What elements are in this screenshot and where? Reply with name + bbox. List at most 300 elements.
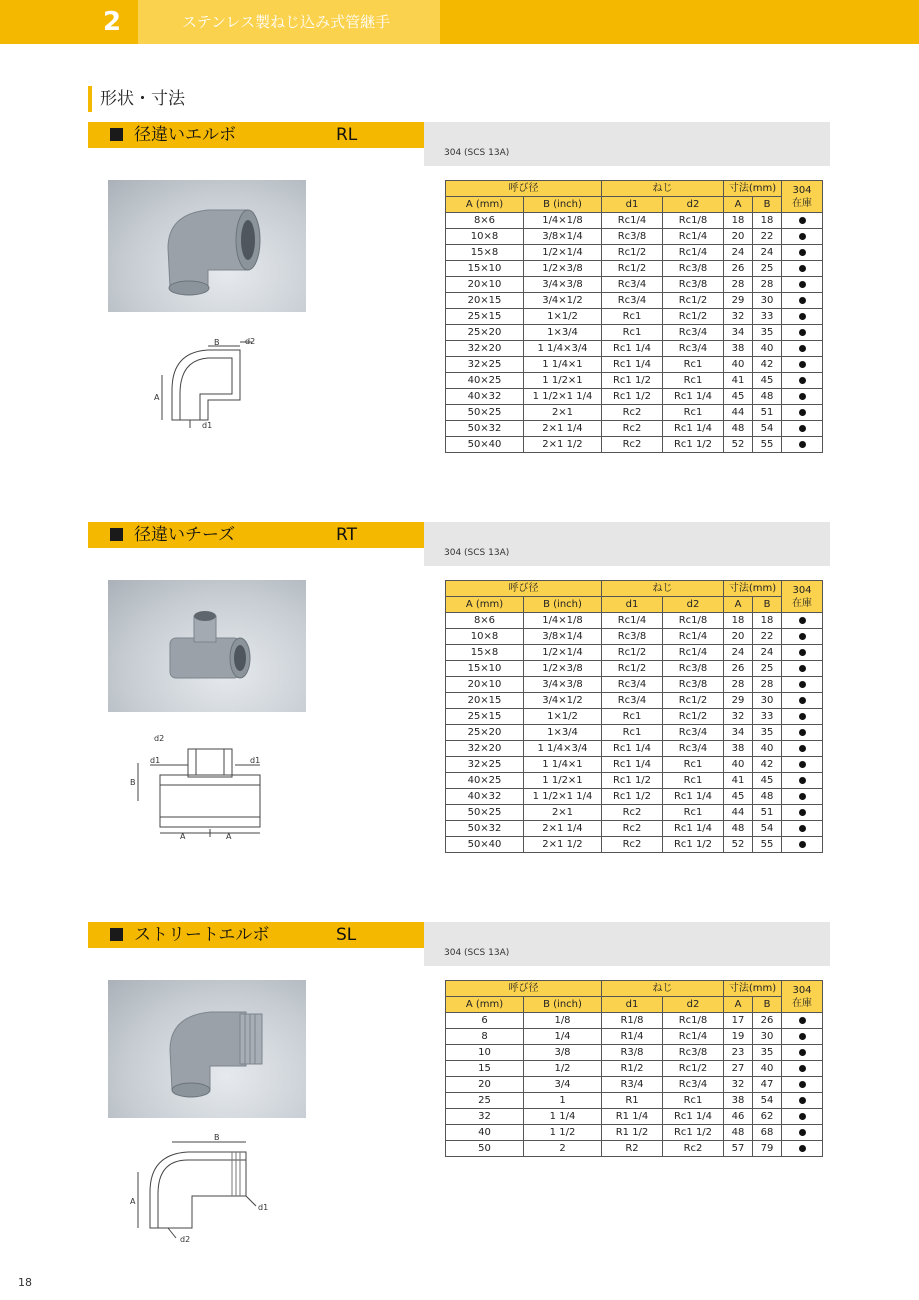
cell-a-mm: 15×8 [446, 245, 524, 261]
header-stock: 304 在庫 [782, 981, 823, 1013]
cell-d1: Rc3/8 [602, 629, 663, 645]
cell-dim-b: 26 [753, 1013, 782, 1029]
cell-dim-b: 24 [753, 645, 782, 661]
cell-d2: Rc3/8 [663, 1045, 724, 1061]
cell-a-mm: 6 [446, 1013, 524, 1029]
header-thread: ねじ [602, 581, 724, 597]
cell-d1: Rc1 1/2 [602, 373, 663, 389]
cell-d1: Rc2 [602, 837, 663, 853]
stock-dot-icon [799, 281, 806, 288]
stock-dot-icon [799, 793, 806, 800]
product-photo-rl [108, 180, 306, 312]
header-size: 呼び径 [446, 181, 602, 197]
cell-d2: Rc3/8 [663, 661, 724, 677]
cell-b-inch: 2×1 1/2 [524, 837, 602, 853]
cell-d2: Rc1 1/4 [663, 1109, 724, 1125]
material-note: 304 (SCS 13A) [444, 548, 510, 558]
cell-d1: R2 [602, 1141, 663, 1157]
cell-dim-b: 55 [753, 837, 782, 853]
cell-stock [782, 245, 823, 261]
page-number: 18 [18, 1276, 32, 1289]
stock-dot-icon [799, 649, 806, 656]
section-title: 形状・寸法 [88, 86, 185, 112]
cell-dim-a: 17 [724, 1013, 753, 1029]
cell-stock [782, 373, 823, 389]
cell-d2: Rc2 [663, 1141, 724, 1157]
cell-a-mm: 50×32 [446, 421, 524, 437]
stock-dot-icon [799, 1097, 806, 1104]
stock-dot-icon [799, 409, 806, 416]
cell-dim-b: 62 [753, 1109, 782, 1125]
cell-d1: Rc2 [602, 821, 663, 837]
cell-dim-b: 40 [753, 741, 782, 757]
cell-stock [782, 741, 823, 757]
stock-dot-icon [799, 1129, 806, 1136]
cell-d1: Rc1 1/4 [602, 341, 663, 357]
stock-dot-icon [799, 1065, 806, 1072]
cell-dim-b: 45 [753, 773, 782, 789]
table-row [446, 213, 823, 229]
cell-stock [782, 1013, 823, 1029]
cell-stock [782, 837, 823, 853]
header-dim-b: B [753, 197, 782, 213]
cell-a-mm: 50×32 [446, 821, 524, 837]
cell-a-mm: 32 [446, 1109, 524, 1125]
cell-b-inch: 3/4×1/2 [524, 693, 602, 709]
stock-dot-icon [799, 377, 806, 384]
header-b-inch: B (inch) [524, 197, 602, 213]
header-a-mm: A (mm) [446, 197, 524, 213]
stock-dot-icon [799, 313, 806, 320]
cell-b-inch: 1/4×1/8 [524, 213, 602, 229]
cell-d2: Rc1/4 [663, 629, 724, 645]
cell-d1: Rc1/2 [602, 261, 663, 277]
table-row [446, 725, 823, 741]
stock-dot-icon [799, 393, 806, 400]
cell-dim-a: 52 [724, 437, 753, 453]
cell-b-inch: 1 1/2×1 1/4 [524, 389, 602, 405]
header-dimensions: 寸法(mm) [724, 981, 782, 997]
cell-dim-a: 23 [724, 1045, 753, 1061]
cell-d2: Rc1/8 [663, 1013, 724, 1029]
stock-dot-icon [799, 1113, 806, 1120]
cell-d1: Rc1 [602, 725, 663, 741]
cell-dim-b: 48 [753, 789, 782, 805]
cell-d1: Rc1/4 [602, 613, 663, 629]
cell-dim-a: 20 [724, 229, 753, 245]
spec-table-rt [445, 580, 823, 853]
cell-a-mm: 25×20 [446, 725, 524, 741]
cell-a-mm: 8×6 [446, 213, 524, 229]
stock-dot-icon [799, 825, 806, 832]
cell-stock [782, 693, 823, 709]
cell-stock [782, 405, 823, 421]
stock-dot-icon [799, 633, 806, 640]
cell-dim-a: 48 [724, 1125, 753, 1141]
cell-a-mm: 15×10 [446, 261, 524, 277]
cell-stock [782, 357, 823, 373]
cell-dim-b: 22 [753, 229, 782, 245]
cell-stock [782, 1141, 823, 1157]
cell-dim-a: 45 [724, 789, 753, 805]
cell-dim-a: 34 [724, 325, 753, 341]
cell-dim-a: 45 [724, 389, 753, 405]
cell-b-inch: 2 [524, 1141, 602, 1157]
cell-a-mm: 40×32 [446, 789, 524, 805]
cell-d1: Rc1 1/4 [602, 741, 663, 757]
cell-dim-a: 46 [724, 1109, 753, 1125]
cell-dim-b: 54 [753, 821, 782, 837]
product-photo-rt [108, 580, 306, 712]
cell-stock [782, 1045, 823, 1061]
table-row [446, 1013, 823, 1029]
cell-d2: Rc1 1/2 [663, 837, 724, 853]
dim-label-d1: d1 [258, 1203, 269, 1212]
cell-dim-a: 24 [724, 645, 753, 661]
table-row [446, 1029, 823, 1045]
cell-a-mm: 20×15 [446, 293, 524, 309]
cell-a-mm: 20×10 [446, 277, 524, 293]
table-row [446, 293, 823, 309]
cell-a-mm: 50 [446, 1141, 524, 1157]
cell-b-inch: 1 1/4×3/4 [524, 741, 602, 757]
dim-label-b: B [214, 1133, 220, 1142]
cell-stock [782, 805, 823, 821]
cell-d2: Rc1 [663, 805, 724, 821]
cell-d2: Rc1/2 [663, 293, 724, 309]
table-row [446, 629, 823, 645]
header-thread: ねじ [602, 181, 724, 197]
cell-dim-a: 26 [724, 261, 753, 277]
table-row [446, 1061, 823, 1077]
dim-label-d2: d2 [154, 734, 165, 743]
cell-d2: Rc1/4 [663, 229, 724, 245]
chapter-number: 2 [88, 0, 136, 44]
cell-dim-b: 35 [753, 325, 782, 341]
cell-dim-a: 38 [724, 1093, 753, 1109]
cell-dim-b: 51 [753, 805, 782, 821]
cell-dim-a: 40 [724, 357, 753, 373]
stock-dot-icon [799, 777, 806, 784]
cell-d2: Rc1/2 [663, 693, 724, 709]
cell-d1: R1/2 [602, 1061, 663, 1077]
cell-b-inch: 2×1 [524, 405, 602, 421]
cell-d2: Rc1 1/2 [663, 437, 724, 453]
cell-dim-b: 54 [753, 421, 782, 437]
table-row [446, 1141, 823, 1157]
cell-d1: R1/8 [602, 1013, 663, 1029]
cell-dim-b: 47 [753, 1077, 782, 1093]
cell-a-mm: 20×10 [446, 677, 524, 693]
cell-a-mm: 40×25 [446, 373, 524, 389]
table-row [446, 709, 823, 725]
cell-d1: Rc3/8 [602, 229, 663, 245]
stock-dot-icon [799, 617, 806, 624]
cell-b-inch: 1×3/4 [524, 725, 602, 741]
dim-label-a: A [154, 393, 160, 402]
cell-d2: Rc1/2 [663, 709, 724, 725]
cell-b-inch: 1/2 [524, 1061, 602, 1077]
cell-d1: Rc1 1/4 [602, 357, 663, 373]
table-row [446, 421, 823, 437]
table-row [446, 1077, 823, 1093]
cell-a-mm: 8 [446, 1029, 524, 1045]
table-row [446, 613, 823, 629]
cell-stock [782, 629, 823, 645]
table-row [446, 373, 823, 389]
cell-b-inch: 1 1/2 [524, 1125, 602, 1141]
cell-b-inch: 1/4×1/8 [524, 613, 602, 629]
header-b-inch: B (inch) [524, 997, 602, 1013]
cell-dim-b: 35 [753, 1045, 782, 1061]
square-bullet-icon [110, 528, 123, 541]
header-dimensions: 寸法(mm) [724, 181, 782, 197]
header-d1: d1 [602, 197, 663, 213]
cell-dim-b: 22 [753, 629, 782, 645]
dim-label-d2: d2 [180, 1235, 191, 1244]
stock-dot-icon [799, 425, 806, 432]
cell-d2: Rc1/4 [663, 245, 724, 261]
cell-stock [782, 661, 823, 677]
cell-b-inch: 3/8 [524, 1045, 602, 1061]
cell-a-mm: 20×15 [446, 693, 524, 709]
cell-a-mm: 25×20 [446, 325, 524, 341]
cell-a-mm: 32×25 [446, 757, 524, 773]
cell-d1: Rc3/4 [602, 693, 663, 709]
header-thread: ねじ [602, 981, 724, 997]
cell-d1: Rc1/2 [602, 245, 663, 261]
cell-b-inch: 1/2×3/8 [524, 661, 602, 677]
table-row [446, 357, 823, 373]
product-name: 径違いエルボ [134, 125, 236, 145]
stock-dot-icon [799, 265, 806, 272]
table-row [446, 837, 823, 853]
header-stock: 304 在庫 [782, 581, 823, 613]
cell-a-mm: 40×32 [446, 389, 524, 405]
cell-d2: Rc1/4 [663, 1029, 724, 1045]
cell-dim-b: 40 [753, 341, 782, 357]
cell-dim-a: 32 [724, 1077, 753, 1093]
cell-stock [782, 277, 823, 293]
cell-d1: Rc1 [602, 325, 663, 341]
drawing-sl [128, 1132, 273, 1251]
stock-dot-icon [799, 1049, 806, 1056]
cell-a-mm: 40 [446, 1125, 524, 1141]
cell-a-mm: 32×20 [446, 341, 524, 357]
table-row [446, 405, 823, 421]
cell-dim-a: 20 [724, 629, 753, 645]
cell-a-mm: 25 [446, 1093, 524, 1109]
header-dim-b: B [753, 597, 782, 613]
cell-b-inch: 2×1 [524, 805, 602, 821]
cell-stock [782, 645, 823, 661]
cell-dim-a: 24 [724, 245, 753, 261]
stock-dot-icon [799, 729, 806, 736]
cell-b-inch: 3/8×1/4 [524, 629, 602, 645]
cell-d1: R3/4 [602, 1077, 663, 1093]
table-row [446, 229, 823, 245]
cell-d1: Rc2 [602, 405, 663, 421]
cell-b-inch: 1×3/4 [524, 325, 602, 341]
cell-d2: Rc3/4 [663, 325, 724, 341]
stock-dot-icon [799, 1081, 806, 1088]
street-elbow-photo-icon [108, 980, 306, 1118]
cell-stock [782, 325, 823, 341]
cell-a-mm: 32×25 [446, 357, 524, 373]
cell-stock [782, 1093, 823, 1109]
cell-d2: Rc3/4 [663, 725, 724, 741]
cell-b-inch: 1/4 [524, 1029, 602, 1045]
material-note: 304 (SCS 13A) [444, 148, 510, 158]
stock-dot-icon [799, 1033, 806, 1040]
cell-dim-b: 18 [753, 213, 782, 229]
cell-d2: Rc3/8 [663, 261, 724, 277]
dim-label-b: B [214, 338, 220, 347]
header-dimensions: 寸法(mm) [724, 581, 782, 597]
cell-dim-a: 40 [724, 757, 753, 773]
cell-a-mm: 50×25 [446, 805, 524, 821]
dim-label-b: B [130, 778, 136, 787]
cell-stock [782, 389, 823, 405]
stock-dot-icon [799, 297, 806, 304]
cell-b-inch: 1 [524, 1093, 602, 1109]
stock-dot-icon [799, 745, 806, 752]
table-row [446, 821, 823, 837]
cell-dim-a: 29 [724, 293, 753, 309]
cell-b-inch: 1 1/4×3/4 [524, 341, 602, 357]
cell-stock [782, 1125, 823, 1141]
cell-dim-b: 25 [753, 661, 782, 677]
header-d2: d2 [663, 597, 724, 613]
cell-d2: Rc1 [663, 757, 724, 773]
cell-b-inch: 1 1/2×1 [524, 773, 602, 789]
cell-d2: Rc1/8 [663, 213, 724, 229]
cell-d1: Rc1 1/2 [602, 789, 663, 805]
table-row [446, 1093, 823, 1109]
cell-b-inch: 3/4×1/2 [524, 293, 602, 309]
cell-a-mm: 15 [446, 1061, 524, 1077]
stock-dot-icon [799, 697, 806, 704]
cell-stock [782, 261, 823, 277]
table-row [446, 389, 823, 405]
cell-d1: Rc3/4 [602, 277, 663, 293]
cell-d1: R1 1/2 [602, 1125, 663, 1141]
dim-label-d2: d2 [245, 337, 256, 346]
stock-dot-icon [799, 345, 806, 352]
table-row [446, 757, 823, 773]
cell-stock [782, 437, 823, 453]
header-size: 呼び径 [446, 981, 602, 997]
table-row [446, 309, 823, 325]
product-name: 径違いチーズ [134, 525, 236, 545]
cell-stock [782, 725, 823, 741]
header-d1: d1 [602, 597, 663, 613]
stock-dot-icon [799, 809, 806, 816]
cell-b-inch: 2×1 1/2 [524, 437, 602, 453]
product-header-rl [88, 122, 830, 166]
cell-d2: Rc3/4 [663, 1077, 724, 1093]
cell-a-mm: 50×40 [446, 437, 524, 453]
cell-stock [782, 789, 823, 805]
header-a-mm: A (mm) [446, 597, 524, 613]
cell-d2: Rc3/4 [663, 341, 724, 357]
dim-label-d1: d1 [202, 421, 213, 430]
cell-dim-b: 28 [753, 277, 782, 293]
cell-stock [782, 1109, 823, 1125]
cell-b-inch: 1×1/2 [524, 709, 602, 725]
cell-dim-b: 28 [753, 677, 782, 693]
stock-dot-icon [799, 665, 806, 672]
cell-a-mm: 25×15 [446, 709, 524, 725]
cell-d1: Rc3/4 [602, 677, 663, 693]
stock-dot-icon [799, 681, 806, 688]
table-row [446, 661, 823, 677]
cell-dim-b: 54 [753, 1093, 782, 1109]
cell-d1: Rc1 1/2 [602, 773, 663, 789]
cell-stock [782, 773, 823, 789]
dim-label-d1-left: d1 [150, 756, 161, 765]
header-dim-a: A [724, 997, 753, 1013]
dim-label-a-right: A [226, 832, 232, 841]
cell-a-mm: 15×10 [446, 661, 524, 677]
product-code: RL [336, 125, 358, 145]
cell-d1: Rc2 [602, 437, 663, 453]
table-row [446, 741, 823, 757]
cell-d1: R1 [602, 1093, 663, 1109]
header-dim-b: B [753, 997, 782, 1013]
product-header-sl [88, 922, 830, 966]
header-size: 呼び径 [446, 581, 602, 597]
cell-stock [782, 613, 823, 629]
cell-stock [782, 1061, 823, 1077]
header-d2: d2 [663, 197, 724, 213]
cell-dim-a: 41 [724, 773, 753, 789]
cell-a-mm: 10×8 [446, 229, 524, 245]
square-bullet-icon [110, 928, 123, 941]
cell-dim-b: 30 [753, 1029, 782, 1045]
cell-dim-a: 26 [724, 661, 753, 677]
cell-dim-a: 28 [724, 277, 753, 293]
table-row [446, 437, 823, 453]
reducing-elbow-photo-icon [108, 180, 306, 312]
cell-dim-b: 40 [753, 1061, 782, 1077]
table-row [446, 1125, 823, 1141]
dim-label-a: A [130, 1197, 136, 1206]
table-row [446, 773, 823, 789]
spec-table-sl [445, 980, 823, 1157]
cell-dim-b: 18 [753, 613, 782, 629]
stock-dot-icon [799, 713, 806, 720]
cell-d1: Rc1/4 [602, 213, 663, 229]
table-row [446, 805, 823, 821]
drawing-rt [130, 735, 265, 844]
cell-stock [782, 213, 823, 229]
cell-b-inch: 1/2×3/8 [524, 261, 602, 277]
cell-d1: R3/8 [602, 1045, 663, 1061]
cell-b-inch: 2×1 1/4 [524, 821, 602, 837]
cell-d2: Rc1 1/4 [663, 421, 724, 437]
stock-dot-icon [799, 217, 806, 224]
cell-a-mm: 25×15 [446, 309, 524, 325]
cell-b-inch: 1/8 [524, 1013, 602, 1029]
cell-d2: Rc1 [663, 773, 724, 789]
cell-d2: Rc3/8 [663, 677, 724, 693]
cell-stock [782, 757, 823, 773]
cell-dim-a: 41 [724, 373, 753, 389]
stock-dot-icon [799, 329, 806, 336]
cell-b-inch: 1 1/2×1 1/4 [524, 789, 602, 805]
cell-dim-a: 34 [724, 725, 753, 741]
